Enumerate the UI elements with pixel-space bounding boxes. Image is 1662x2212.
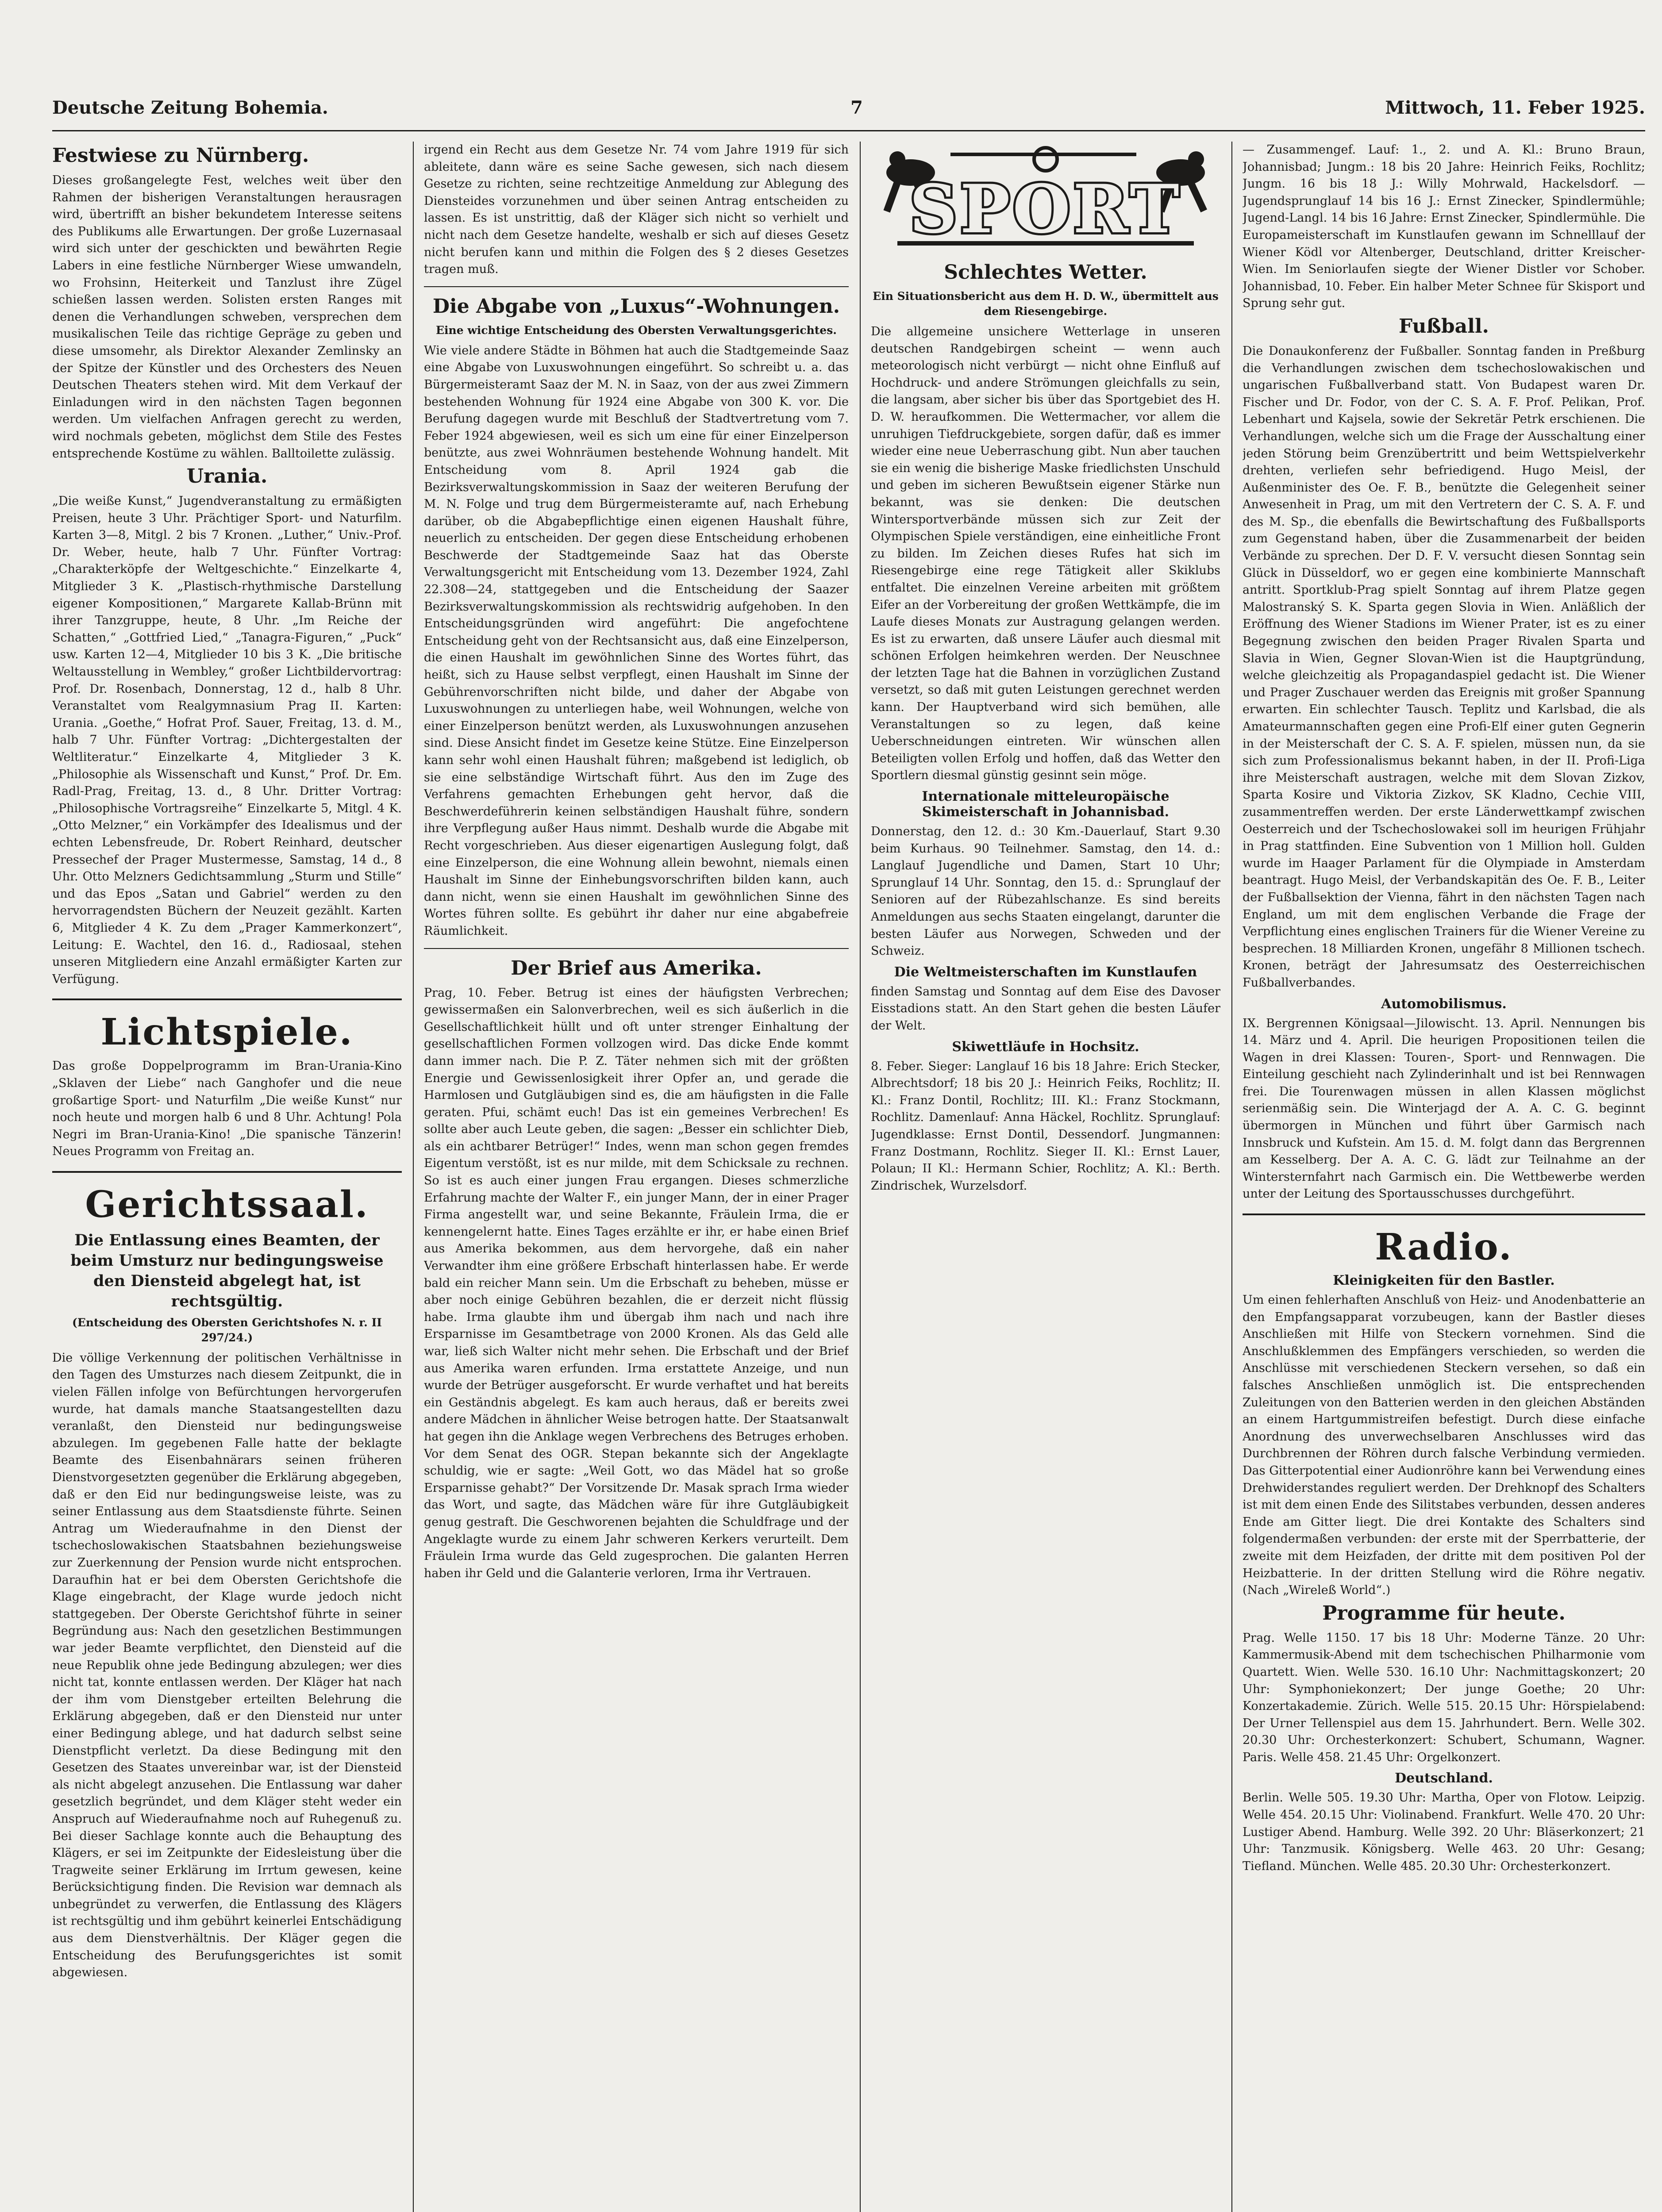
issue-date: Mittwoch, 11. Feber 1925. [1385,97,1645,118]
article-body-ski: Donnerstag, den 12. d.: 30 Km.-Dauerlauf, Start 9.30 beim Kurhaus. 90 Teilnehmer. Samstag, den 14. d.: Langlauf Jugendliche und Damen, Start 10 Uhr; Sprunglauf 14 Uhr. Sonntag, den 15. d.: Sprunglauf der Senioren auf der Rübezahlschanze. Es sind bereits Anmeldungen aus sechs Staaten eingelangt, darunter die besten Läufer aus Norwegen, Schweden und der Schweiz. [871,825,1220,958]
article-title-skiwettlaeufe: Skiwettläufe in Hochsitz. [952,1039,1139,1055]
article-source-gerichtssaal: (Entscheidung des Obersten Gerichtshofes N. r. II 297/24.) [72,1316,382,1344]
newspaper-page [52,97,1645,2212]
article-body-sport-results: — Zusammengef. Lauf: 1., 2. und A. Kl.: Bruno Braun, Johannisbad; Jungm.: 18 bis 20 Jahre: Heinrich Feiks, Rochlitz; Jungm. 16 bis 18 J.: Willy Mohrwald, Hackelsdorf. — Jugendsprunglauf 14 bis 16 J.: Ernst Zinecker, Spindlermühle; Jugend-Langl. 14 bis 16 Jahre: Ernst Zinecker, Spindlermühle. Die Europameisterschaft im Kunstlaufen gewann im Schnelllauf der Wiener Ködl vor Altenberger, Deutschland, dritter Kreischer-Wien. Im Seniorlaufen siegte der Wiener Distler vor Schober. Johannisbad, 10. Feber. Ein halber Meter Schnee für Skisport und Sprung sehr gut. [1243,143,1645,311]
section-title-radio: Radio. [1375,1226,1513,1269]
sport-logo [871,142,1220,252]
newspaper-name: Deutsche Zeitung Bohemia. [52,97,328,118]
article-body-automobilismus: IX. Bergrennen Königsaal—Jilowischt. 13. April. Nennungen bis 14. März und 4. April. Die heurigen Propositionen teilen die Wagen in drei Klassen: Touren-, Sport- und Rennwagen. Die Einteilung geschieht nach Zylinderinhalt und ist bei Rennwagen frei. Die Tourenwagen müssen in allen Klassen möglichst serienmäßig sein. Die Winterjagd der A. A. C. G. beginnt übermorgen in München und führt über Garmisch nach Innsbruck und Kufstein. Am 15. d. M. folgt dann das Bergrennen am Kesselberg. Der A. A. C. G. lädt zur Teilnahme an der Wintersternfahrt nach Garmisch ein. Die Wettbewerbe werden unter der Leitung des Sportausschusses durchgeführt. [1243,1016,1645,1201]
section-title-deutschland: Deutschland. [1395,1770,1493,1786]
column-divider [1231,142,1232,2212]
article-body-skiwettlaeufe: 8. Feber. Sieger: Langlauf 16 bis 18 Jahre: Erich Stecker, Albrechtsdorf; 18 bis 20 J.: Heinrich Feiks, Rochlitz; II. Kl.: Franz Dontil, Rochlitz; III. Kl.: Franz Stockmann, Rochlitz. Damenlauf: Anna Häckel, Rochlitz. Sprunglauf: Jugendklasse: Ernst Dontil, Dessendorf. Jungmannen: Franz Dostmann, Rochlitz. Sieger II. Kl.: Ernst Lauer, Polaun; II Kl.: Hermann Schier, Rochlitz; A. Kl.: Berth. Zindrischek, Wurzelsdorf. [871,1059,1220,1193]
article-body-urania: „Die weiße Kunst,“ Jugendveranstaltung zu ermäßigten Preisen, heute 3 Uhr. Prächtiger Sport- und Naturfilm. Karten 3—8, Mitgl. 2 bis 7 Kronen. „Luther,“ Univ.-Prof. Dr. Weber, heute, halb 7 Uhr. Fünfter Vortrag: „Charakterköpfe der Weltgeschichte.“ Einzelkarte 4, Mitglieder 3 K. „Plastisch-rhythmische Darstellung eigener Kompositionen,“ Margarete Kallab-Brünn mit ihrer Tanzgruppe, heute, 8 Uhr. „Im Reiche der Schatten,“ „Gottfried Lied,“ „Tanagra-Figuren,“ „Puck“ usw. Karten 12—4, Mitglieder 10 bis 3 K. „Die britische Weltausstellung in Wembley,“ großer Lichtbildervortrag: Prof. Dr. Rosenbach, Donnerstag, 12 d., halb 8 Uhr. Veranstaltet vom Realgymnasium Prag II. Karten: Urania. „Goethe,“ Hofrat Prof. Sauer, Freitag, 13. d. M., halb 7 Uhr. Fünfter Vortrag: „Dichtergestalten der Weltliteratur.“ Einzelkarte 4, Mitglieder 3 K. „Philosophie als Wissenschaft und Kunst,“ Prof. Dr. Em. Radl-Prag, Freitag, 13. d., 8 Uhr. Dritter Vortrag: „Philosophische Vortragsreihe“ Einzelkarte 5, Mitgl. 4 K. „Otto Melzner,“ ein Vorkämpfer des Idealismus und der echten Lebensfreude, Dr. Robert Reinhard, deutscher Pressechef der Prager Mustermesse, Samstag, 14 d., 8 Uhr. Otto Melzners Gedichtsammlung „Sturm und Stille“ und das Epos „Satan und Gabriel“ werden zu den hervorragendsten Büchern der Neuzeit gezählt. Karten 6, Mitglieder 4 K. Zu dem „Prager Kammerkonzert“, Leitung: E. Wachtel, den 16. d., Radiosaal, stehen unseren Mitgliedern eine Anzahl ermäßigter Karten zur Verfügung. [52,494,402,986]
section-rule [1243,1214,1645,1215]
article-body-gerichtssaal: Die völlige Verkennung der politischen Verhältnisse in den Tagen des Umsturzes nach diesem Zeitpunkt, die in vielen Fällen infolge von Befürchtungen hervorgerufen wurde, hat damals manche Staatsangestellten dazu veranlaßt, den Diensteid nur bedingungsweise abzulegen. Im gegebenen Falle hatte der beklagte Beamte des Eisenbahnärars seinen früheren Dienstvorgesetzten gegenüber die Erklärung abgegeben, daß er den Eid nur bedingungsweise leiste, was zu seiner Entlassung aus dem Staatsdienste führte. Seinen Antrag um Wiederaufnahme in den Dienst der tschechoslowakischen Staatsbahnen beziehungsweise zur Zuerkennung der Pension wurde nicht entsprochen. Daraufhin hat er bei dem Obersten Gerichtshofe die Klage eingebracht, der Klage wurde jedoch nicht stattgegeben. Der Oberste Gerichtshof führte in seiner Begründung aus: Nach den gesetzlichen Bestimmungen war jeder Beamte verpflichtet, den Diensteid auf die neue Republik ohne jede Bedingung abzulegen; wer dies nicht tat, konnte entlassen werden. Der Kläger hat nach der ihm vom Dienstgeber erteilten Belehrung die Erklärung abgegeben, daß er den Diensteid nur unter einer Bedingung ablege, und hat dadurch selbst seine Dienstpflicht verletzt. Da diese Bedingung mit den Gesetzen des Staates unvereinbar war, ist der Diensteid als nicht abgelegt anzusehen. Die Entlassung war daher gesetzlich begründet, und dem Kläger steht weder ein Anspruch auf Wiederaufnahme noch auf Ruhegenuß zu. Bei dieser Sachlage konnte auch die Behauptung des Klägers, er sei im Zeitpunkte der Eidesleistung über die Tragweite seiner Erklärung im Irrtum gewesen, keine Berücksichtigung finden. Die Revision war demnach als unbegründet zu verwerfen, die Entlassung des Klägers ist rechtsgültig und ihm gebührt keinerlei Entschädigung aus dem Dienstverhältnis. Der Kläger gegen die Entscheidung des Berufungsgerichtes ist somit abgewiesen. [52,1351,402,1980]
page-header [52,97,1645,124]
section-title-automobilismus: Automobilismus. [1381,996,1507,1012]
column-4 [1243,142,1645,2212]
section-rule [52,998,402,1000]
article-body-kunstlaufen: finden Samstag und Sonntag auf dem Eise des Davoser Eisstadions statt. An den Start gehen die besten Läufer der Welt. [871,984,1220,1033]
article-body-amerika: Prag, 10. Feber. Betrug ist eines der häufigsten Verbrechen; gewissermaßen ein Salonverbrechen, weil es sich äußerlich in die Gesellschaftlichkeit hüllt und oft unter strenger Einhaltung der gesellschaftlichen Formen vollzogen wird. Das dicke Ende kommt dann immer nach. Die P. Z. Täter nehmen sich mit der größten Energie und Gewissenlosigkeit ihrer Opfer an, und gerade die Harmlosen und Gutgläubigen sind es, die am häufigsten in die Falle geraten. Pfui, schämt euch! Das ist ein gemeines Verbrechen! Es sollte aber auch Leute geben, die sagen: „Besser ein schlichter Dieb, als ein achtbarer Betrüger!“ Indes, wenn man schon gegen fremdes Eigentum verstößt, ist es nur milde, mit dem Schicksale zu rechnen. So ist es auch einer jungen Frau ergangen. Dieses schmerzliche Erfahrung machte der Walter F., ein junger Mann, der in einer Prager Firma angestellt war, und seine Bekannte, Fräulein Irma, die er kennengelernt hatte. Eines Tages erzählte er ihr, er habe einen Brief aus Amerika bekommen, aus dem hervorgehe, daß ein naher Verwandter ihm eine größere Erbschaft hinterlassen habe. Er werde bald ein reicher Mann sein. Um die Erbschaft zu beheben, müsse er aber noch einige Gebühren bezahlen, die er derzeit nicht flüssig habe. Irma glaubte ihm und übergab ihm nach und nach ihre Ersparnisse im Gesamtbetrage von 2000 Kronen. Als das Geld alle war, ließ sich Walter nicht mehr sehen. Die Erbschaft und der Brief aus Amerika waren erfunden. Irma erstattete Anzeige, und nun wurde der Betrüger ausgeforscht. Er wurde verhaftet und hat bereits ein Geständnis abgelegt. Es kam auch heraus, daß er bereits zwei andere Mädchen in ähnlicher Weise betrogen hatte. Der Staatsanwalt hat gegen ihn die Anklage wegen Verbrechens des Betruges erhoben. Vor dem Senat des OGR. Stepan bekannte sich der Angeklagte schuldig, wie er sagte: „Weil Gott, wo das Mädel hat so große Ersparnisse gehabt?“ Der Vorsitzende Dr. Masak sprach Irma wieder das Wort, und sagte, das Mädchen wäre für ihre Gutgläubigkeit genug gestraft. Die Geschworenen bejahten die Schuldfrage und der Angeklagte wurde zu einem Jahr schweren Kerkers verurteilt. Dem Fräulein Irma wurde das Geld zugesprochen. Die galanten Herren haben ihr Geld und die Galanterie verloren, Irma ihr Vertrauen. [424,986,849,1580]
article-title-amerika: Der Brief aus Amerika. [511,956,762,979]
header-rule [52,130,1645,131]
column-3 [871,142,1220,2212]
article-title-luxus: Die Abgabe von „Luxus“-Wohnungen. [432,295,840,318]
article-lead-gerichtssaal: Die Entlassung eines Beamten, der beim Umsturz nur bedingungsweise den Diensteid abgelegt hat, ist rechtsgültig. [70,1231,384,1310]
column-divider [860,142,861,2212]
section-rule [424,948,849,949]
article-body-fussball: Die Donaukonferenz der Fußballer. Sonntag fanden in Preßburg die Verhandlungen zwischen dem tschechoslowakischen und ungarischen Fußballverband statt. Von Budapest waren Dr. Fischer und Dr. Fodor, von der C. S. A. F. Prof. Pelikan, Prof. Lebenhart und Kajsela, sowie der Sekretär Petrk erschienen. Die Verhandlungen, welche sich um die Frage der Ausschaltung einer jeden Störung beim Grenzübertritt und beim Wettspielverkehr drehten, verliefen sehr befriedigend. Hugo Meisl, der Außenminister des Oe. F. B., benützte die Gelegenheit seiner Anwesenheit in Prag, um mit den Vertretern der C. S. A. F. und des M. Sp., die ebenfalls die Bewirtschaftung des Fußballsports zum Gegenstand haben, über die Zusammenarbeit der beiden Verbände zu sprechen. Der D. F. V. versucht diesen Sonntag sein Glück in Düsseldorf, wo er gegen eine kombinierte Mannschaft antritt. Sportklub-Prag spielt Sonntag auf ihrem Platze gegen Malostranský S. K. Sparta gegen Slovia in Wien. Anläßlich der Eröffnung des Wiener Stadions im Wiener Prater, ist es zu einer Begegnung zwischen den beiden Prager Rivalen Sparta und Slavia in Wien, Gegner Slovan-Wien ist die Hauptgründung, welche gleichzeitig als Propagandaspiel gedacht ist. Die Wiener und Prager Zuschauer werden das Ereignis mit großer Spannung erwarten. Ein schlechter Tausch. Teplitz und Karlsbad, die als Amateurmannschaften gegen eine Profi-Elf einer guten Gegnerin in der Meisterschaft der C. S. A. F. spielen, müssen nun, da sie sich zum Professionalismus bekannt haben, in der II. Profi-Liga ihre Meisterschaft austragen, welche mit dem Slovan Zizkov, Sparta Kosire und Viktoria Zizkov, SK Kladno, Cechie VIII, zusammentreffen werden. Der erste Länderwettkampf zwischen Oesterreich und der Tschechoslowakei soll im heurigen Frühjahr in Prag stattfinden. Eine Subvention von 1 Million holl. Gulden wurde im Haager Parlament für die Olympiade in Amsterdam beantragt. Hugo Meisl, der Verbandskapitän des Oe. F. B., Leiter der Fußballsektion der Vienna, fährt in den nächsten Tagen nach England, um mit dem englischen Verbande die Frage der Verpflichtung eines englischen Trainers für die Wiener Vereine zu besprechen. 18 Milliarden Kronen, ungefähr 8 Millionen tschech. Kronen, beträgt der Jahresumsatz des Oesterreichischen Fußballverbandes. [1243,344,1645,990]
page-number: 7 [850,97,863,118]
section-title-lichtspiele: Lichtspiele. [100,1011,354,1054]
article-title-kunstlaufen: Die Weltmeisterschaften im Kunstlaufen [894,964,1197,980]
article-body-festwiese: Dieses großangelegte Fest, welches weit über den Rahmen der bisherigen Veranstaltungen herausragen wird, übertrifft an bisher bekundetem Interesse seitens des Publikums alle Erwartungen. Der große Luzernasaal wird sich unter der geschickten und bewährten Regie Labers in eine festliche Nürnberger Wiese umwandeln, wo Frohsinn, Heiterkeit und Tanzlust ihre Zügel schießen lassen werden. Solisten ersten Ranges mit denen die Verhandlungen schweben, versprechen dem musikalischen Teile das richtige Gepräge zu geben und diese umsomehr, als Direktor Alexander Zemlinsky an der Spitze der Künstler und des Orchesters des Neuen Deutschen Theaters stehen wird. Mit dem Verkauf der Einladungen wird in den nächsten Tagen begonnen werden. Um vielfachen Anfragen gerecht zu werden, wird nochmals gebeten, möglichst dem Stile des Festes entsprechende Kostüme zu wählen. Balltoilette zulässig. [52,173,402,461]
sport-logo-text: SPORT [909,170,1182,248]
article-body-programme: Prag. Welle 1150. 17 bis 18 Uhr: Moderne Tänze. 20 Uhr: Kammermusik-Abend mit dem tschechischen Philharmonie vom Quartett. Wien. Welle 530. 16.10 Uhr: Nachmittagskonzert; 20 Uhr: Symphoniekonzert; Der junge Goethe; 20 Uhr: Konzertakademie. Zürich. Welle 515. 20.15 Uhr: Hörspielabend: Der Urner Tellenspiel aus dem 15. Jahrhundert. Bern. Welle 302. 20.30 Uhr: Orchesterkonzert: Schubert, Schumann, Wagner. Paris. Welle 458. 21.45 Uhr: Orgelkonzert. [1243,1631,1645,1764]
column-2 [424,142,849,2212]
column-divider [413,142,414,2212]
section-title-fussball: Fußball. [1399,315,1489,338]
section-title-programme: Programme für heute. [1322,1601,1566,1624]
section-title-gerichtssaal: Gerichtssaal. [85,1183,369,1226]
section-rule [52,1171,402,1173]
article-body-deutschland: Berlin. Welle 505. 19.30 Uhr: Martha, Oper von Flotow. Leipzig. Welle 454. 20.15 Uhr: Violinabend. Frankfurt. Welle 470. 20 Uhr: Lustiger Abend. Hamburg. Welle 392. 20 Uhr: Bläserkonzert; 21 Uhr: Tanzmusik. Königsberg. Welle 463. 20 Uhr: Gesang; Tiefland. München. Welle 485. 20.30 Uhr: Orchesterkonzert. [1243,1791,1645,1873]
article-body-continued: irgend ein Recht aus dem Gesetze Nr. 74 vom Jahre 1919 für sich ableitete, dann wäre es seine Sache gewesen, sich nach diesem Gesetze zu richten, seine rechtzeitige Anmeldung zur Ablegung des Diensteides vorzunehmen und über seinen Antrag entscheiden zu lassen. Es ist unstrittig, daß der Kläger sich nicht so verhielt und nicht nach dem Gesetze handelte, weshalb er sich auf dieses Gesetz nicht berufen kann und mithin die Folgen des § 2 dieses Gesetzes tragen muß. [424,143,849,276]
article-title-wetter: Schlechtes Wetter. [944,261,1147,284]
article-body-luxus: Wie viele andere Städte in Böhmen hat auch die Stadtgemeinde Saaz eine Abgabe von Luxuswohnungen eingeführt. So schreibt u. a. das Bürgermeisteramt Saaz der M. N. in Saaz, von der aus zwei Zimmern bestehenden Wohnung für 1924 eine Abgabe von 300 K. vor. Die Berufung dagegen wurde mit Beschluß der Stadtvertretung vom 7. Feber 1924 abgewiesen, weil es sich um eine für einer Einzelperson benützte, aus zwei Wohnräumen bestehende Wohnung handelt. Mit Entscheidung vom 8. April 1924 gab die Bezirksverwaltungskommission in Saaz der weiteren Berufung der M. N. Folge und trug dem Bürgermeisteramte auf, nach Erhebung darüber, ob die Abgabepflichtige einen eigenen Haushalt führe, neuerlich zu entscheiden. Der gegen diese Entscheidung erhobenen Beschwerde der Stadtgemeinde Saaz hat das Oberste Verwaltungsgericht mit Entscheidung vom 13. Dezember 1924, Zahl 22.308—24, stattgegeben und die Entscheidung der Saazer Bezirksverwaltungskommission als rechtswidrig aufgehoben. In den Entscheidungsgründen wird angeführt: Die angefochtene Entscheidung geht von der Rechtsansicht aus, daß eine Einzelperson, die einen Haushalt im gewöhnlichen Sinne des Wortes führt, das heißt, sich zu Hause selbst verpflegt, einen Haushalt im Sinne der Gebührenvorschriften nicht bilde, und daher der Abgabe von Luxuswohnungen zu unterliegen habe, weil Wohnungen, welche von einer Einzelperson benützt werden, als Luxuswohnungen anzusehen sind. Diese Ansicht findet im Gesetze keine Stütze. Eine Einzelperson kann sehr wohl einen Haushalt führen; maßgebend ist lediglich, ob sie eine selbständige Wirtschaft führt. Aus den im Zuge des Verfahrens gemachten Erhebungen geht hervor, daß die Beschwerdeführerin keinen selbständigen Haushalt führe, sondern ihre Verpflegung außer Haus nimmt. Deshalb wurde die Abgabe mit Recht vorgeschrieben. Aus dieser eigenartigen Auslegung folgt, daß eine Einzelperson, die eine Wohnung allein bewohnt, niemals einen Haushalt im Sinne der Einhebungsvorschriften bilden kann, auch dann nicht, wenn sie einen Haushalt im gewöhnlichen Sinne des Wortes führen sollte. Es gebührt ihr daher nur eine abgabefreie Räumlichkeit. [424,343,849,938]
article-title-kleinigkeiten: Kleinigkeiten für den Bastler. [1333,1273,1555,1289]
article-title-festwiese: Festwiese zu Nürnberg. [52,144,309,167]
article-title-urania: Urania. [186,465,268,488]
section-rule [424,286,849,287]
article-lead-luxus: Eine wichtige Entscheidung des Obersten Verwaltungsgerichtes. [435,323,837,337]
article-title-ski: Internationale mitteleuropäische Skimeisterschaft in Johannisbad. [922,789,1170,820]
article-body-wetter: Die allgemeine unsichere Wetterlage in unseren deutschen Randgebirgen scheint — wenn auch meteorologisch nicht verbürgt — nicht ohne Einfluß auf Hochdruck- und andere Strömungen gleichfalls zu sein, die langsam, aber sicher bis über das Sportgebiet des H. D. W. heraufkommen. Die Wettermacher, vor allem die unruhigen Tiefdruckgebiete, sorgen dafür, daß es immer wieder eine neue Ueberraschung gibt. Nun aber tauchen sie ein wenig die bisherige Maske friedlichsten Unschuld und geben im sicheren Bewußtsein eigener Stärke nun bekannt, was sie denken: Die deutschen Wintersportverbände müssen sich zur Zeit der Olympischen Spiele verständigen, eine einheitliche Front zu bilden. Im Zeichen dieses Rufes hat sich im Riesengebirge eine rege Tätigkeit aller Skiklubs entfaltet. Die einzelnen Vereine arbeiten mit größtem Eifer an der Vorbereitung der großen Wettkämpfe, die im Laufe dieses Monats zur Austragung gelangen werden. Es ist zu erwarten, daß unsere Läufer auch diesmal mit schönen Erfolgen heimkehren werden. Der Neuschnee der letzten Tage hat die Bahnen in vorzüglichen Zustand versetzt, so daß mit guten Leistungen gerechnet werden kann. Der Hauptverband wird sich bemühen, alle Veranstaltungen so zu legen, daß keine Ueberschneidungen eintreten. Wir wünschen allen Beteiligten vollen Erfolg und hoffen, daß das Wetter den Sportlern diesmal günstig gesinnt sein möge. [871,325,1220,783]
article-lead-wetter: Ein Situationsbericht aus dem H. D. W., übermittelt aus dem Riesengebirge. [873,290,1219,318]
article-body-radio: Um einen fehlerhaften Anschluß von Heiz- und Anodenbatterie an den Empfangsapparat vorzubeugen, kann der Bastler dieses Anschließen mit Hilfe von Steckern vornehmen. Sind die Anschlußklemmen des Empfängers verschieden, so werden die Anschlüsse mit verschiedenen Steckern versehen, so daß ein falsches Anschließen unmöglich ist. Die entsprechenden Zuleitungen von den Batterien werden in den gleichen Abständen an einem Hartgummistreifen befestigt. Durch diese einfache Anordnung des unverwechselbaren Anschlusses wird das Durchbrennen der Röhren durch falsche Verbindung vermieden. Das Gitterpotential einer Audionröhre kann bei Verwendung eines Drehwiderstandes reguliert werden. Der Drehknopf des Schalters ist mit dem einen Ende des Silitstabes verbunden, dessen anderes Ende am Gitter liegt. Die drei Kontakte des Schalters sind folgendermaßen verbunden: der erste mit der Sperrbatterie, der zweite mit dem Heizfaden, der dritte mit dem positiven Pol der Heizbatterie. In der dritten Stellung wird die Röhre negativ. (Nach „Wireleß World“.) [1243,1293,1645,1598]
column-1 [52,142,402,2212]
article-body-lichtspiele: Das große Doppelprogramm im Bran-Urania-Kino „Sklaven der Liebe“ nach Ganghofer und die neue großartige Sport- und Naturfilm „Die weiße Kunst“ nur noch heute und morgen halb 6 und 8 Uhr. Achtung! Pola Negri im Bran-Urania-Kino! „Die spanische Tänzerin! Neues Programm von Freitag an. [52,1059,402,1159]
